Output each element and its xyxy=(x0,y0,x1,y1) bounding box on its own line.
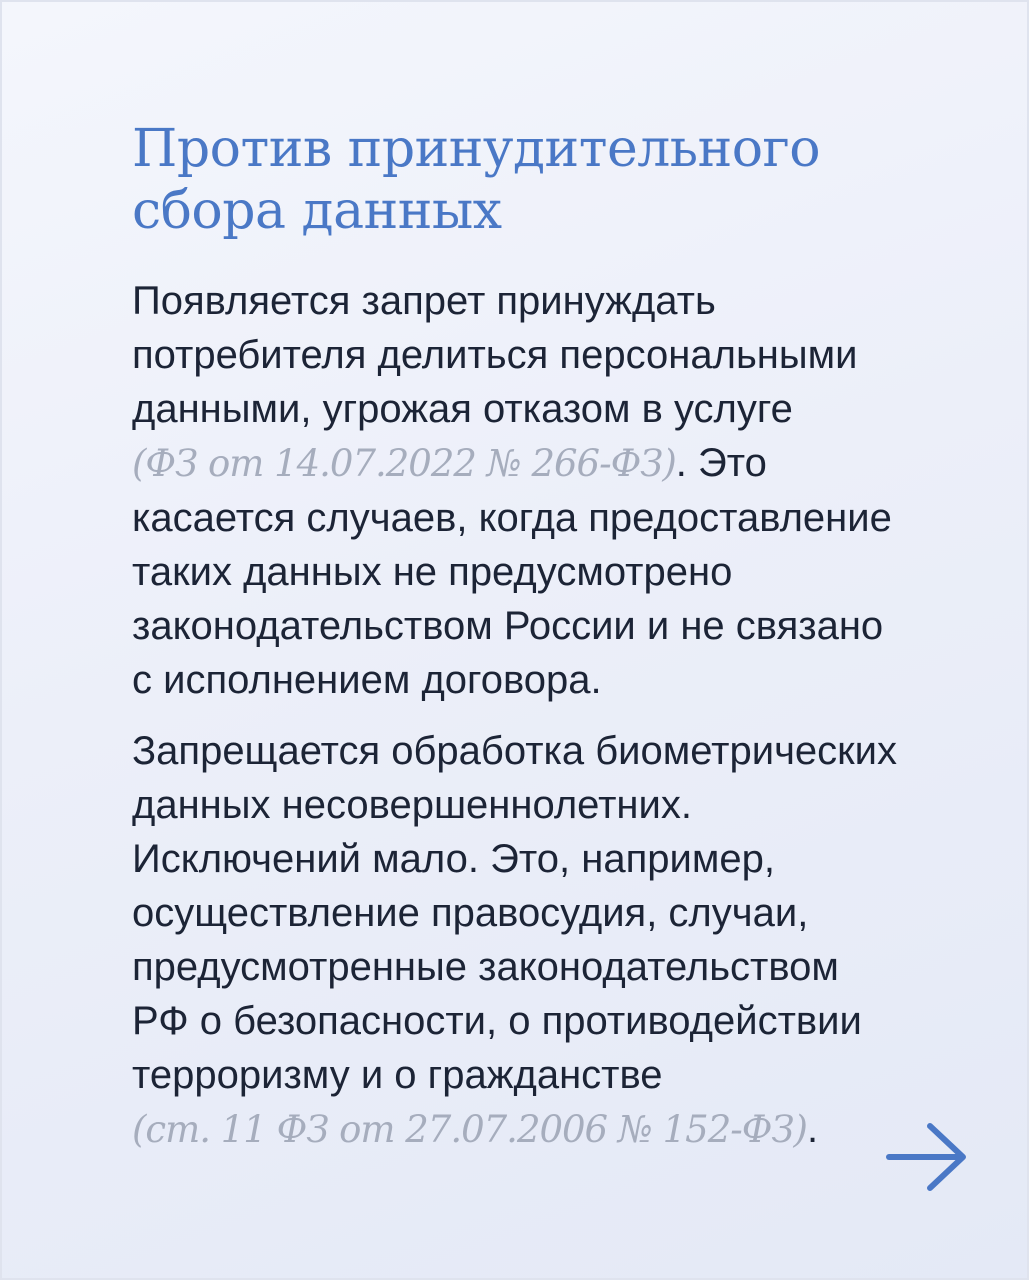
text-line: Исключений мало. Это, например, xyxy=(132,837,775,881)
text-line: Появляется запрет принуждать xyxy=(132,279,716,323)
text-line: законодательством России и не связано xyxy=(132,604,884,648)
text-line: с исполнением договора. xyxy=(132,658,602,702)
law-reference: (ФЗ от 14.07.2022 № 266-ФЗ) xyxy=(132,442,676,485)
text-line: таких данных не предусмотрено xyxy=(132,550,733,594)
text-line: предусмотренные законодательством xyxy=(132,945,839,989)
text-line: потребителя делиться персональными xyxy=(132,333,858,377)
text-line: данными, угрожая отказом в услуге xyxy=(132,387,793,431)
slide-title xyxy=(132,118,952,242)
title-line-2: сбора данных xyxy=(132,181,502,241)
text-line: . xyxy=(806,1107,819,1151)
text-line: Запрещается обработка биометрических xyxy=(132,729,898,773)
arrow-right-icon[interactable] xyxy=(886,1122,968,1192)
paragraph-biometrics xyxy=(132,724,992,1157)
text-line: терроризму и о гражданстве xyxy=(132,1053,663,1097)
text-line: РФ о безопасности, о противодействии xyxy=(132,999,862,1043)
text-line: данных несовершеннолетних. xyxy=(132,783,692,827)
title-line-1: Против принудительного xyxy=(132,119,821,179)
law-reference: (ст. 11 ФЗ от 27.07.2006 № 152-ФЗ) xyxy=(132,1108,807,1151)
paragraph-consent xyxy=(132,274,992,707)
text-line: . Это xyxy=(675,441,767,485)
text-line: осуществление правосудия, случаи, xyxy=(132,891,809,935)
text-line: касается случаев, когда предоставление xyxy=(132,496,892,540)
